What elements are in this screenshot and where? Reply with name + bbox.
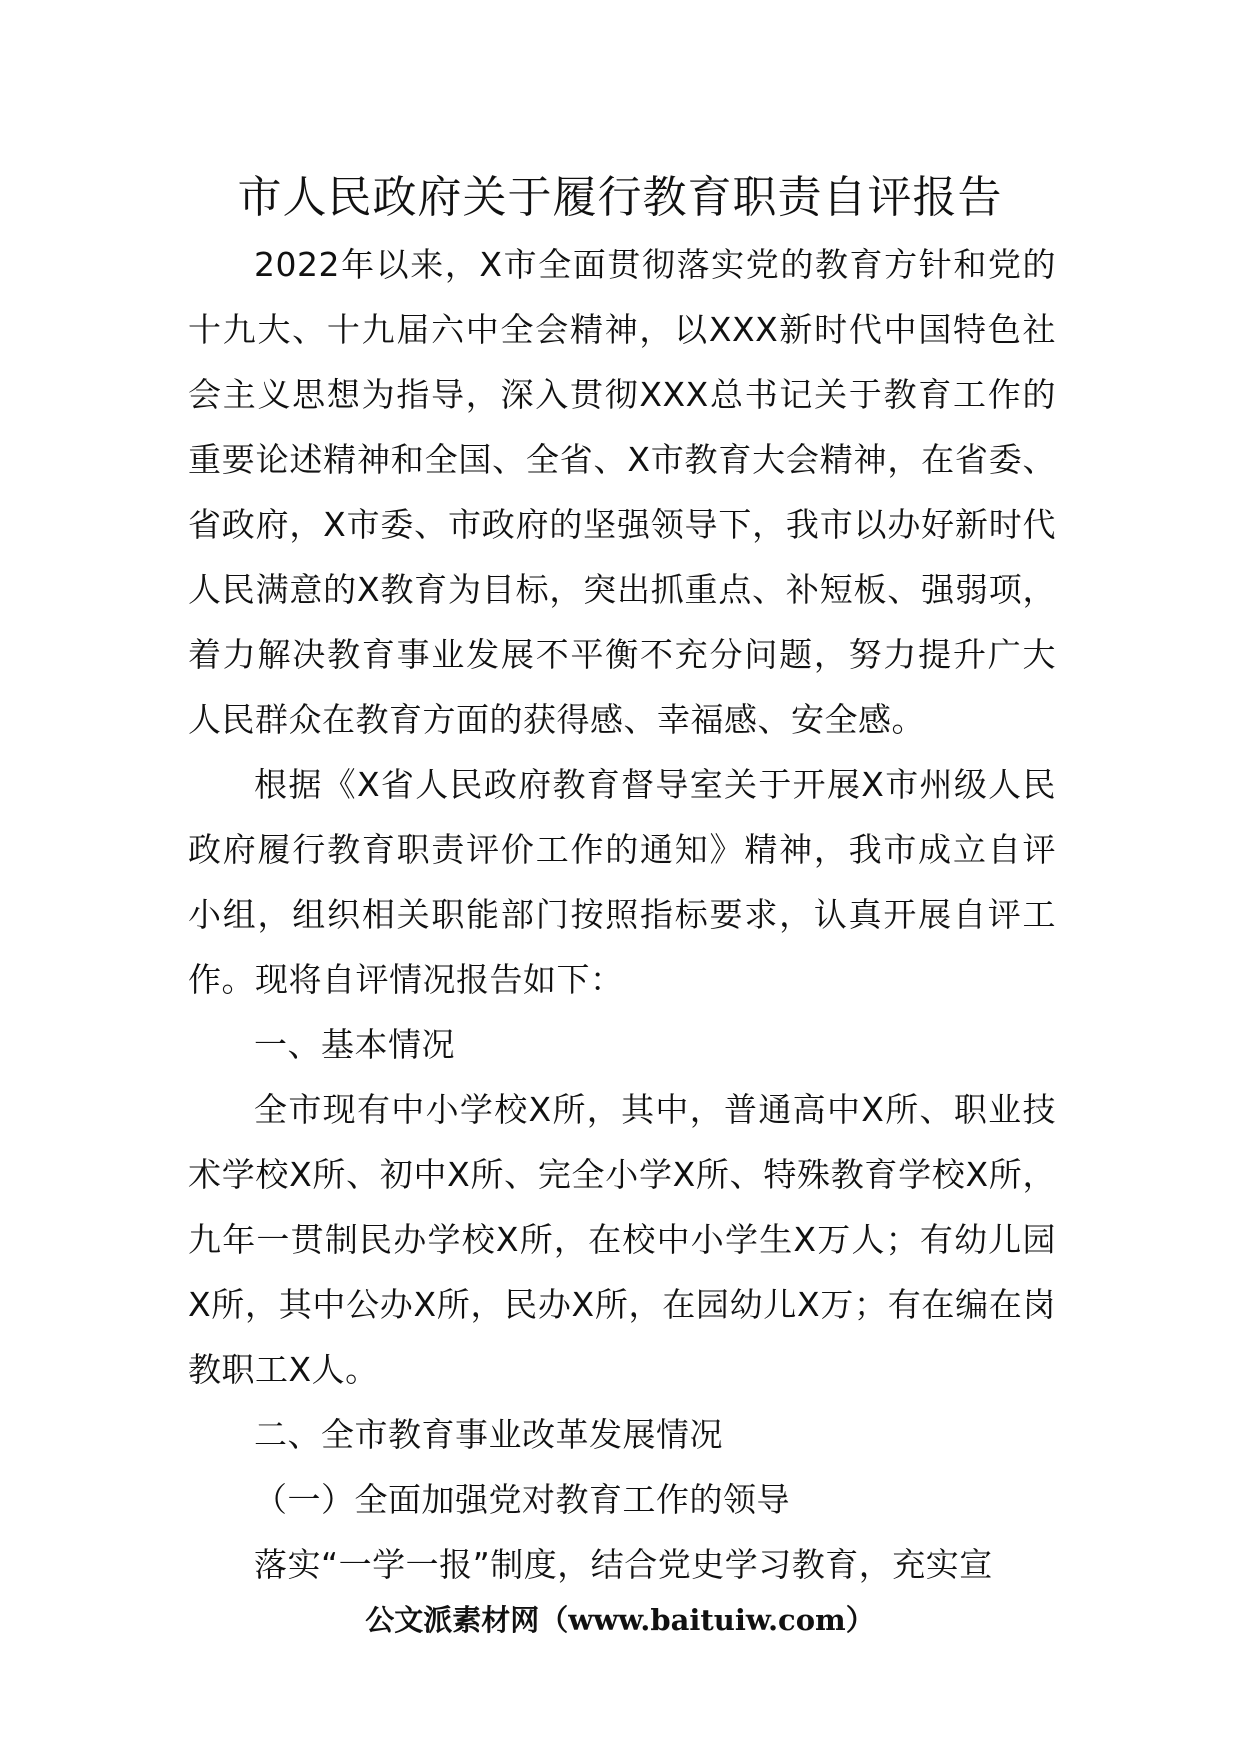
basis-paragraph: 根据《X省人民政府教育督导室关于开展X市州级人民政府履行教育职责评价工作的通知》精神，我市成立自评小组，组织相关职能部门按照指标要求，认真开展自评工作。现将自评情况报告如下：: [188, 765, 1056, 999]
document-body: [188, 232, 1056, 1597]
party-leadership-paragraph: 落实“一学一报”制度，结合党史学习教育，充实宣: [254, 1545, 993, 1584]
intro-paragraph: 2022年以来，X市全面贯彻落实党的教育方针和党的十九大、十九届六中全会精神，以XXX新时代中国特色社会主义思想为指导，深入贯彻XXX总书记关于教育工作的重要论述精神和全国、全省、X市教育大会精神，在省委、省政府，X市委、市政府的坚强领导下，我市以办好新时代人民满意的X教育为目标，突出抓重点、补短板、强弱项，着力解决教育事业发展不平衡不充分问题，努力提升广大人民群众在教育方面的获得感、幸福感、安全感。: [188, 245, 1056, 739]
document-title: 市人民政府关于履行教育职责自评报告: [237, 172, 1003, 223]
section-heading-reform: 二、全市教育事业改革发展情况: [254, 1415, 723, 1454]
section-heading-basic-info: 一、基本情况: [254, 1025, 455, 1064]
footer-watermark: 公文派素材网（www.baituiw.com）: [365, 1603, 875, 1637]
basic-info-paragraph: 全市现有中小学校X所，其中，普通高中X所、职业技术学校X所、初中X所、完全小学X所、特殊教育学校X所，九年一贯制民办学校X所，在校中小学生X万人；有幼儿园X所，其中公办X所，民办X所，在园幼儿X万；有在编在岗教职工X人。: [188, 1090, 1056, 1389]
subsection-heading-party-leadership: （一）全面加强党对教育工作的领导: [254, 1480, 790, 1519]
